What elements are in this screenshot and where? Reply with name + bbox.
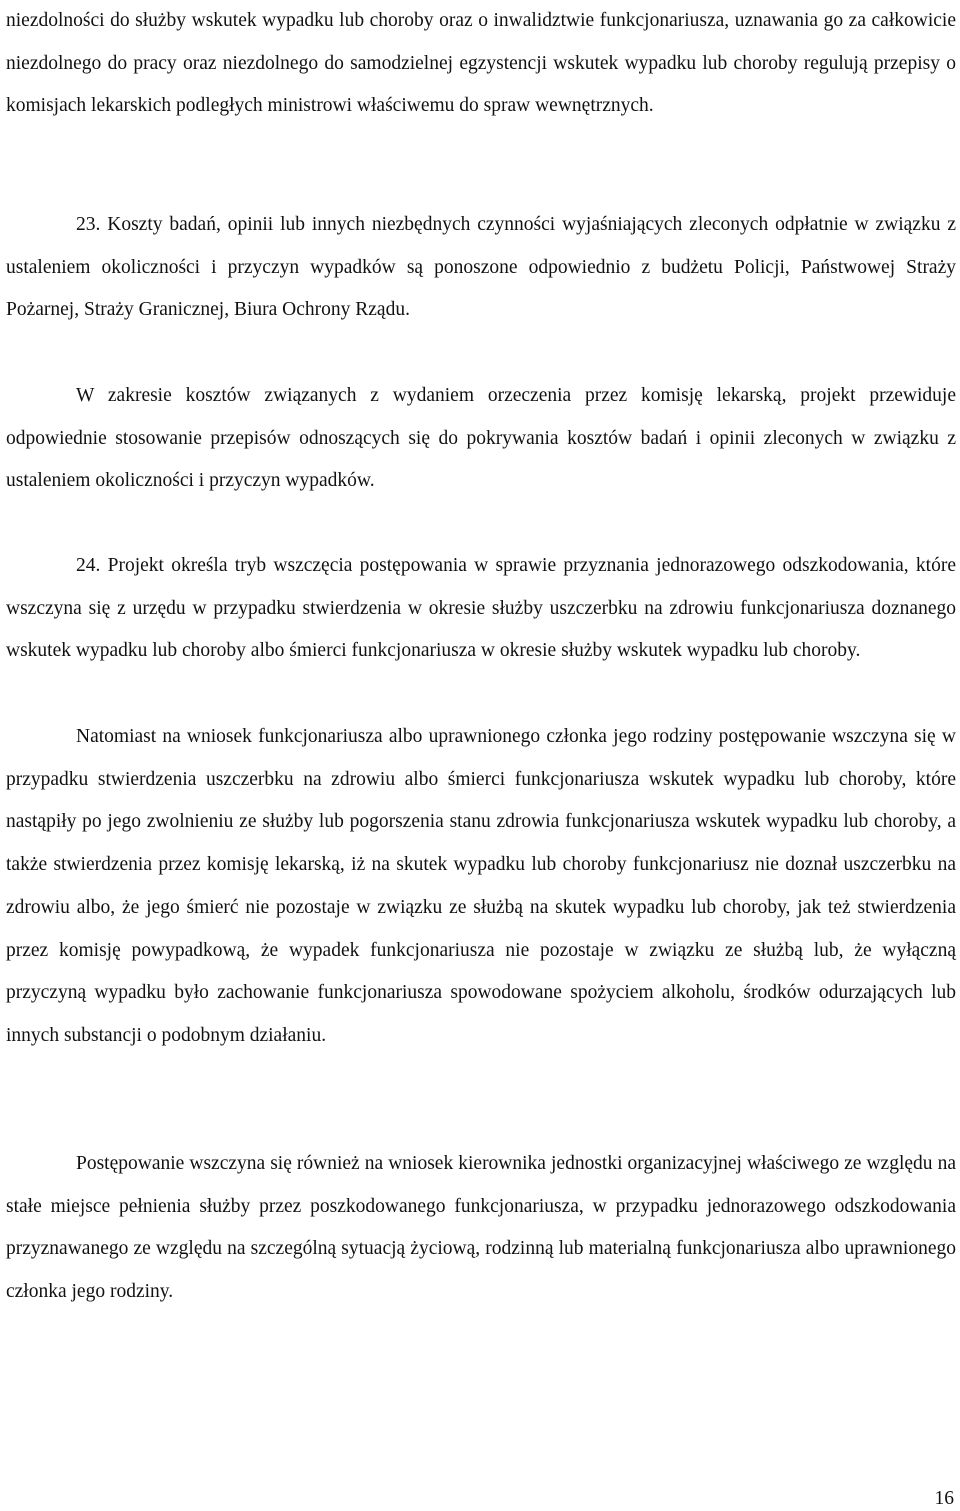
paragraph-continuation: niezdolności do służby wskutek wypadku lub choroby oraz o inwalidztwie funkcjonariusza, uznawania go za całkowicie niezdolnego do pracy oraz niezdolnego do samodzielnej egzystencji wskutek wypadku lub choroby regulują przepisy o komisjach lekarskich podległych ministrowi właściwemu do spraw wewnętrznych. — [6, 10, 956, 117]
paragraph-23: 23. Koszty badań, opinii lub innych niezbędnych czynności wyjaśniających zleconych odpłatnie w związku z ustaleniem okoliczności i przyczyn wypadków są ponoszone odpowiednio z budżetu Policji, Państwowej Straży Pożarnej, Straży Granicznej, Biura Ochrony Rządu. — [6, 214, 956, 321]
paragraph-24: 24. Projekt określa tryb wszczęcia postępowania w sprawie przyznania jednorazowego odszkodowania, które wszczyna się z urzędu w przypadku stwierdzenia w okresie służby uszczerbku na zdrowiu funkcjonariusza doznanego wskutek wypadku lub choroby albo śmierci funkcjonariusza w okresie służby wskutek wypadku lub choroby. — [6, 555, 956, 662]
page-number: 16 — [934, 1488, 954, 1509]
paragraph-costs: W zakresie kosztów związanych z wydaniem orzeczenia przez komisję lekarską, projekt przewiduje odpowiednie stosowanie przepisów odnoszących się do pokrywania kosztów badań i opinii zleconych w związku z ustaleniem okoliczności i przyczyn wypadków. — [6, 385, 956, 492]
paragraph-on-request: Natomiast na wniosek funkcjonariusza albo uprawnionego członka jego rodziny postępowanie wszczyna się w przypadku stwierdzenia uszczerbku na zdrowiu albo śmierci funkcjonariusza wskutek wypadku lub choroby, które nastąpiły po jego zwolnieniu ze służby lub pogorszenia stanu zdrowia funkcjonariusza wskutek wypadku lub choroby, a także stwierdzenia przez komisję lekarską, iż na skutek wypadku lub choroby funkcjonariusz nie doznał uszczerbku na zdrowiu albo, że jego śmierć nie pozostaje w związku ze służbą na skutek wypadku lub choroby, jak też stwierdzenia przez komisję powypadkową, że wypadek funkcjonariusza nie pozostaje w związku ze służbą lub, że wyłączną przyczyną wypadku było zachowanie funkcjonariusza spowodowane spożyciem alkoholu, środków odurzających lub innych substancji o podobnym działaniu. — [6, 726, 956, 1046]
paragraph-manager-request: Postępowanie wszczyna się również na wniosek kierownika jednostki organizacyjnej właściwego ze względu na stałe miejsce pełnienia służby przez poszkodowanego funkcjonariusza, w przypadku jednorazowego odszkodowania przyznawanego ze względu na szczególną sytuacją życiową, rodzinną lub materialną funkcjonariusza albo uprawnionego członka jego rodziny. — [6, 1153, 956, 1303]
